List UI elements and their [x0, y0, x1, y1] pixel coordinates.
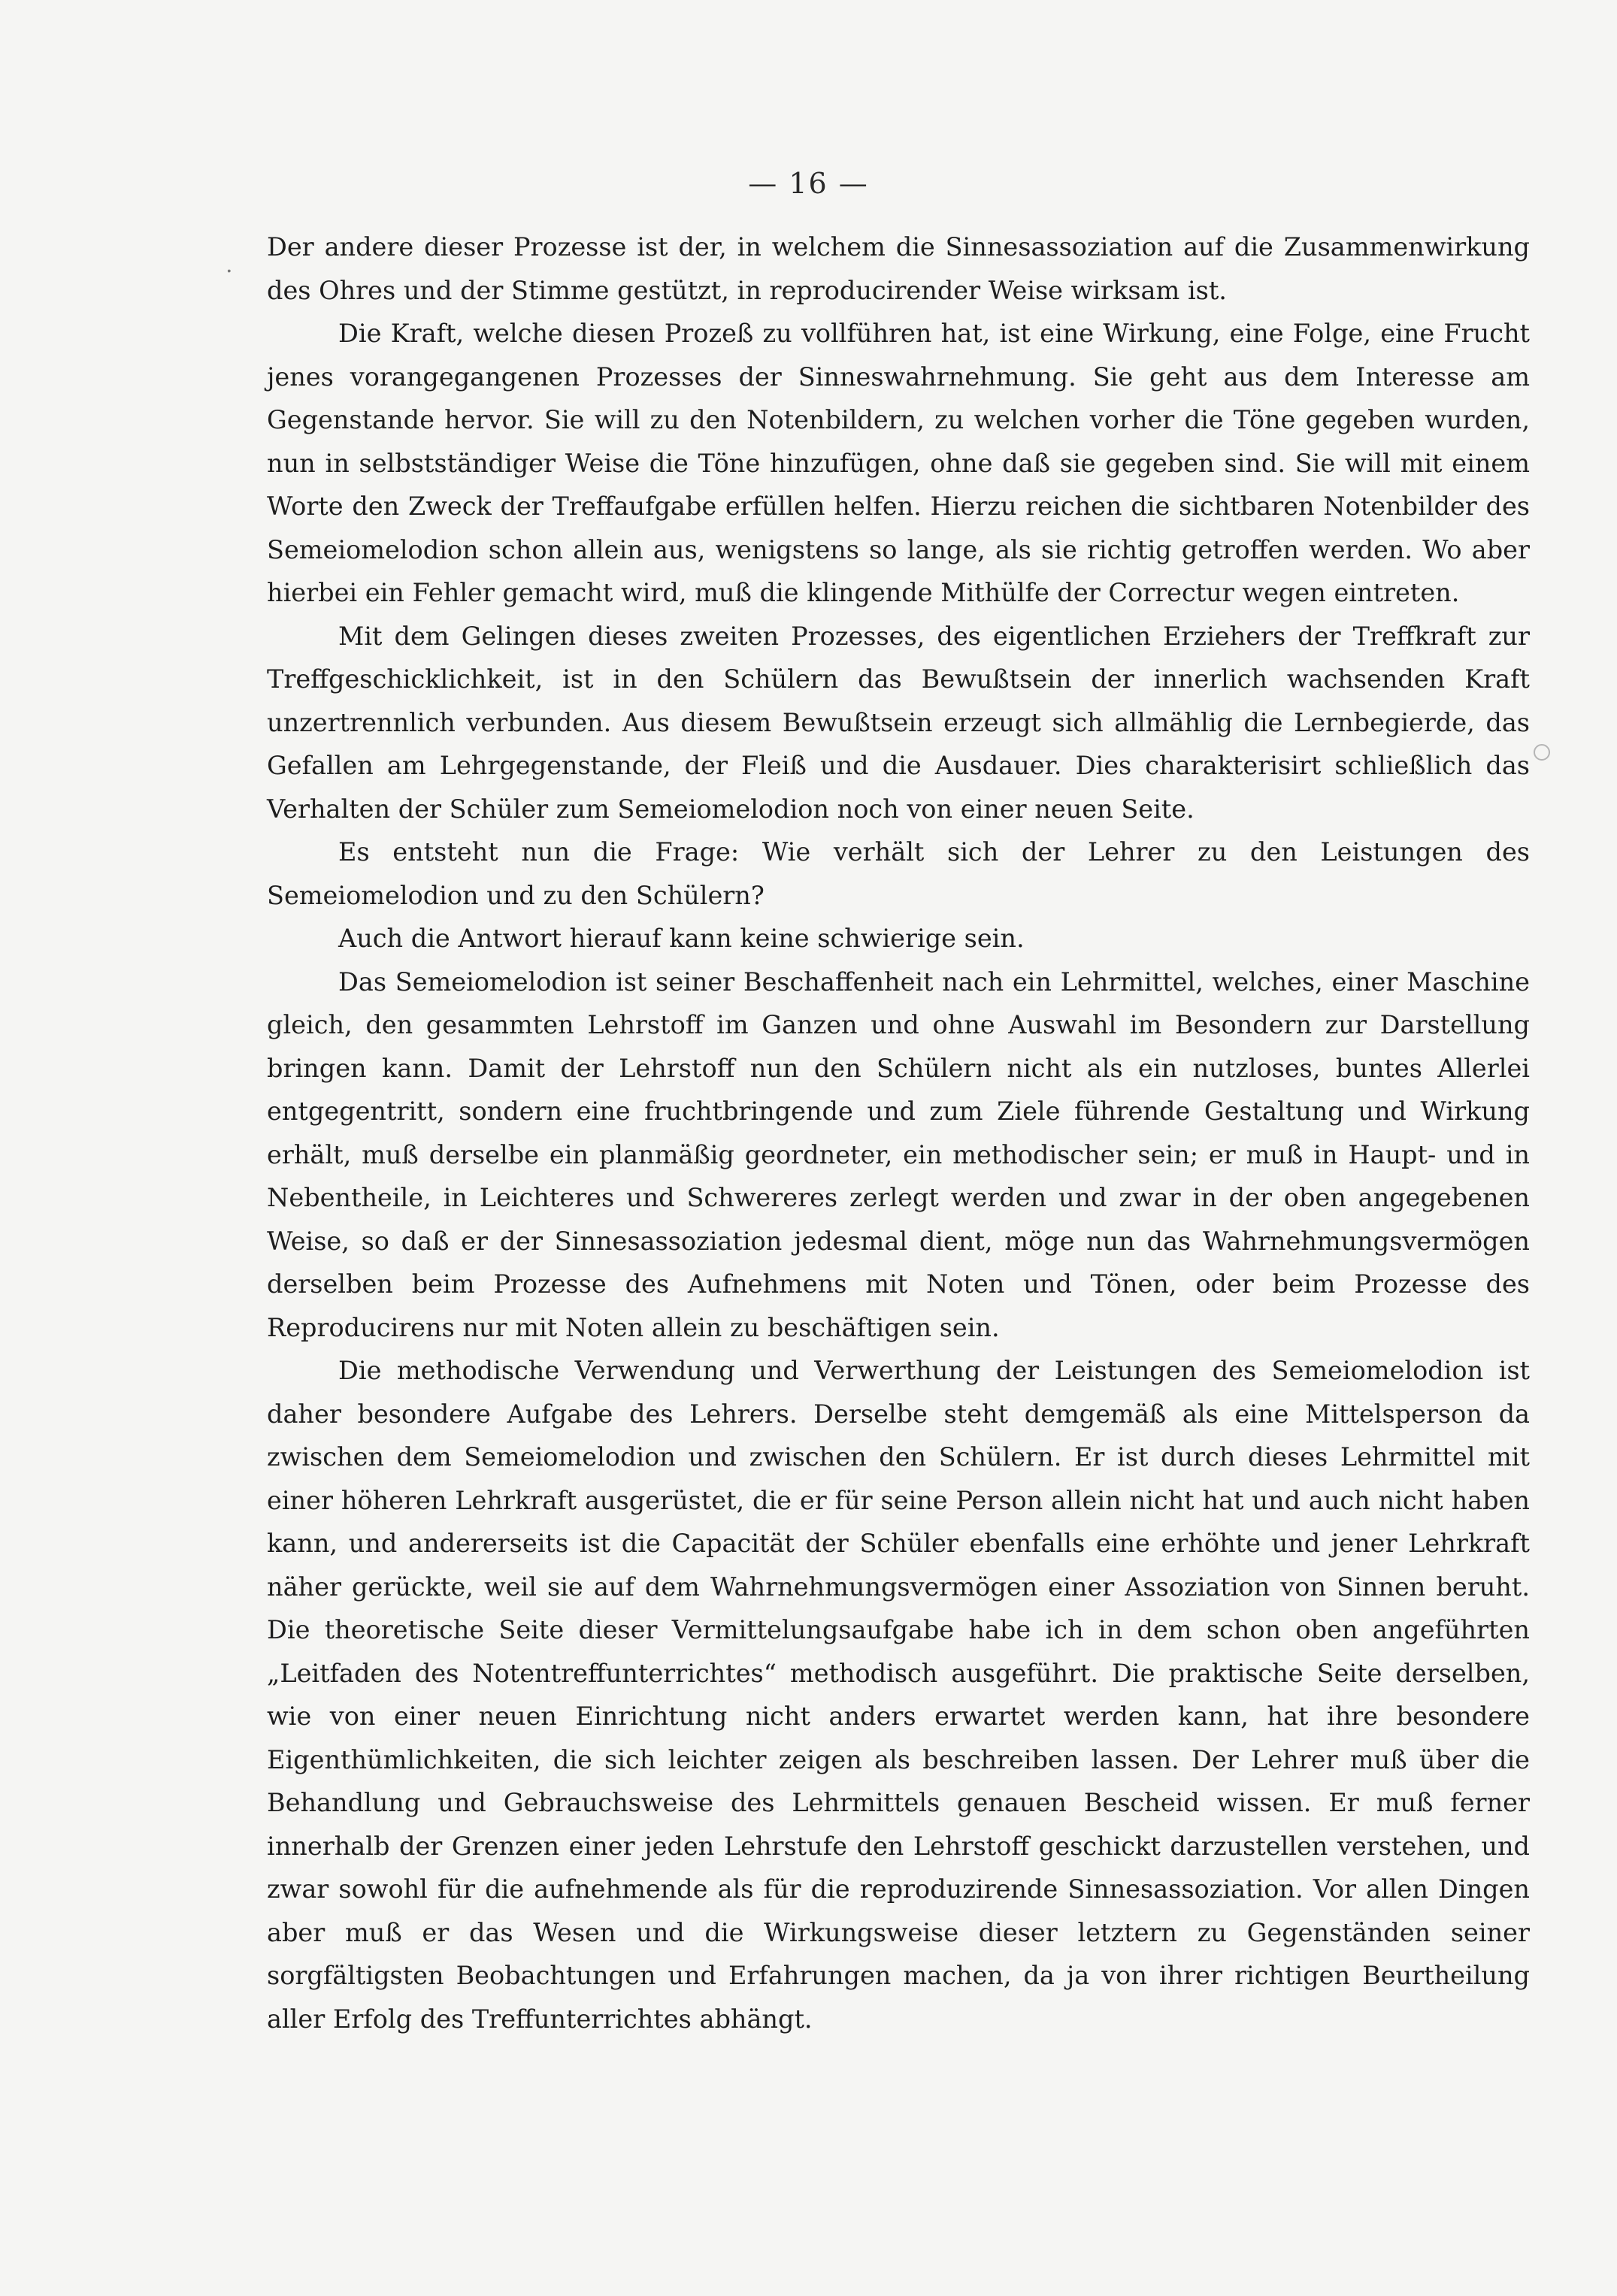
paragraph-2: Die Kraft, welche diesen Prozeß zu vollführen hat, ist eine Wirkung, eine Folge, eine Frucht jenes vorangegangenen Prozesses der Sinneswahrnehmung. Sie geht aus dem Interesse am Gegenstande hervor. Sie will zu den Notenbildern, zu welchen vorher die Töne gegeben wurden, nun in selbstständiger Weise die Töne hinzufügen, ohne daß sie gegeben sind. Sie will mit einem Worte den Zweck der Treffaufgabe erfüllen helfen. Hierzu reichen die sichtbaren Notenbilder des Semeiomelodion schon allein aus, wenigstens so lange, als sie richtig getroffen werden. Wo aber hierbei ein Fehler gemacht wird, muß die klingende Mithülfe der Correctur wegen eintreten.	[267, 319, 1530, 607]
paragraph-3: Mit dem Gelingen dieses zweiten Prozesses, des eigentlichen Erziehers der Treffkraft zur Treffgeschicklichkeit, ist in den Schülern das Bewußtsein der innerlich wachsenden Kraft unzertrennlich verbunden. Aus diesem Bewußtsein erzeugt sich allmählig die Lernbegierde, das Gefallen am Lehrgegenstande, der Fleiß und die Ausdauer. Dies charakterisirt schließlich das Verhalten der Schüler zum Semeiomelodion noch von einer neuen Seite.	[267, 621, 1530, 824]
paragraph-6: Das Semeiomelodion ist seiner Beschaffenheit nach ein Lehrmittel, welches, einer Maschine gleich, den gesammten Lehrstoff im Ganzen und ohne Auswahl im Besondern zur Darstellung bringen kann. Damit der Lehrstoff nun den Schülern nicht als ein nutzloses, buntes Allerlei entgegentritt, sondern eine fruchtbringende und zum Ziele führende Gestaltung und Wirkung erhält, muß derselbe ein planmäßig geordneter, ein methodischer sein; er muß in Haupt- und in Nebentheile, in Leichteres und Schwereres zerlegt werden und zwar in der oben angegebenen Weise, so daß er der Sinnesassoziation jedesmal dient, möge nun das Wahrnehmungsvermögen derselben beim Prozesse des Aufnehmens mit Noten und Tönen, oder beim Prozesse des Reproducirens nur mit Noten allein zu beschäftigen sein.	[267, 966, 1530, 1342]
margin-ring-mark	[1534, 744, 1550, 761]
body-text	[267, 225, 1530, 2040]
paragraph-1: Der andere dieser Prozesse ist der, in welchem die Sinnesassoziation auf die Zusammenwirkung des Ohres und der Stimme gestützt, in reproducirender Weise wirksam ist.	[267, 232, 1530, 305]
paragraph-7: Die methodische Verwendung und Verwerthung der Leistungen des Semeiomelodion ist daher besondere Aufgabe des Lehrers. Derselbe steht demgemäß als eine Mittelsperson da zwischen dem Semeiomelodion und zwischen den Schülern. Er ist durch dieses Lehrmittel mit einer höheren Lehrkraft ausgerüstet, die er für seine Person allein nicht hat und auch nicht haben kann, und andererseits ist die Capacität der Schüler ebenfalls eine erhöhte und jener Lehrkraft näher gerückte, weil sie auf dem Wahrnehmungsvermögen einer Assoziation von Sinnen beruht. Die theoretische Seite dieser Vermittelungsaufgabe habe ich in dem schon oben angeführten „Leitfaden des Notentreffunterrichtes“ methodisch ausgeführt. Die praktische Seite derselben, wie von einer neuen Einrichtung nicht anders erwartet werden kann, hat ihre besondere Eigenthümlichkeiten, die sich leichter zeigen als beschreiben lassen. Der Lehrer muß über die Behandlung und Gebrauchsweise des Lehrmittels genauen Bescheid wissen. Er muß ferner innerhalb der Grenzen einer jeden Lehrstufe den Lehrstoff geschickt darzustellen verstehen, und zwar sowohl für die aufnehmende als für die reproduzirende Sinnesassoziation. Vor allen Dingen aber muß er das Wesen und die Wirkungsweise dieser letztern zu Gegenständen seiner sorgfältigsten Beobachtungen und Erfahrungen machen, da ja von ihrer richtigen Beurtheilung aller Erfolg des Treffunterrichtes abhängt.	[267, 1356, 1530, 2034]
paragraph-4: Es entsteht nun die Frage: Wie verhält sich der Lehrer zu den Leistungen des Semeiomelodion und zu den Schülern?	[267, 837, 1530, 910]
paragraph-5: Auch die Antwort hierauf kann keine schwierige sein.	[338, 924, 1025, 953]
page-number: — 16 —	[748, 167, 869, 200]
margin-dot-mark: .	[226, 252, 233, 278]
